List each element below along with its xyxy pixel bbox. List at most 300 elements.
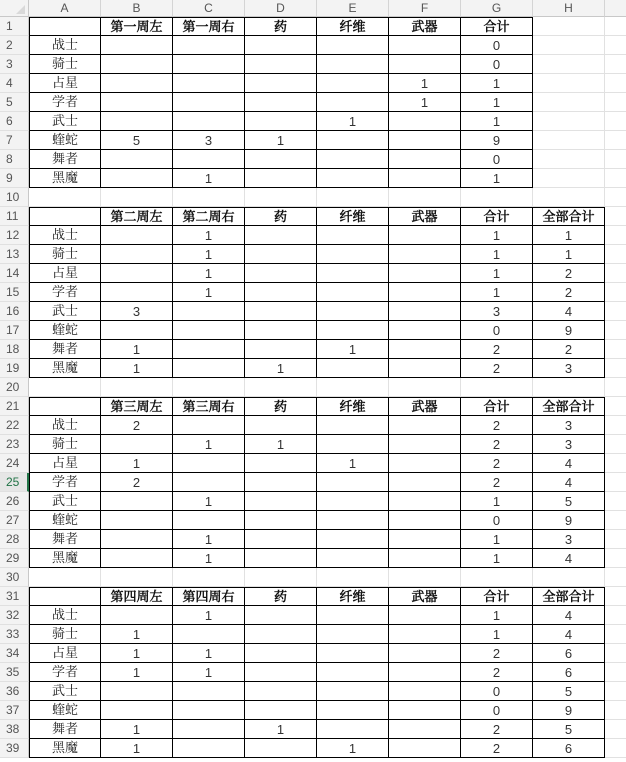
cell-h8[interactable] xyxy=(533,150,605,169)
cell-a23[interactable]: 骑士 xyxy=(29,435,101,454)
cell-e25[interactable] xyxy=(317,473,389,492)
cell-b26[interactable] xyxy=(101,492,173,511)
cell-b28[interactable] xyxy=(101,530,173,549)
row-header-8[interactable]: 8 xyxy=(0,150,29,169)
cell-f18[interactable] xyxy=(389,340,461,359)
cell-a13[interactable]: 骑士 xyxy=(29,245,101,264)
cell-d33[interactable] xyxy=(245,625,317,644)
cell-d19[interactable]: 1 xyxy=(245,359,317,378)
cell-c13[interactable]: 1 xyxy=(173,245,245,264)
cell-a36[interactable]: 武士 xyxy=(29,682,101,701)
cell-i11[interactable] xyxy=(605,207,626,226)
cell-d12[interactable] xyxy=(245,226,317,245)
cell-c26[interactable]: 1 xyxy=(173,492,245,511)
cell-h13[interactable]: 1 xyxy=(533,245,605,264)
cell-i20[interactable] xyxy=(605,378,626,397)
cell-c19[interactable] xyxy=(173,359,245,378)
cell-a17[interactable]: 蝰蛇 xyxy=(29,321,101,340)
cell-b36[interactable] xyxy=(101,682,173,701)
cell-b21[interactable]: 第三周左 xyxy=(101,397,173,416)
cell-a37[interactable]: 蝰蛇 xyxy=(29,701,101,720)
cell-e21[interactable]: 纤维 xyxy=(317,397,389,416)
cell-g2[interactable]: 0 xyxy=(461,36,533,55)
row-header-24[interactable]: 24 xyxy=(0,454,29,473)
cell-e12[interactable] xyxy=(317,226,389,245)
cell-b22[interactable]: 2 xyxy=(101,416,173,435)
cell-d18[interactable] xyxy=(245,340,317,359)
cell-d32[interactable] xyxy=(245,606,317,625)
cell-h17[interactable]: 9 xyxy=(533,321,605,340)
cell-g26[interactable]: 1 xyxy=(461,492,533,511)
cell-i29[interactable] xyxy=(605,549,626,568)
cell-h15[interactable]: 2 xyxy=(533,283,605,302)
cell-h12[interactable]: 1 xyxy=(533,226,605,245)
cell-h16[interactable]: 4 xyxy=(533,302,605,321)
cell-e5[interactable] xyxy=(317,93,389,112)
cell-b33[interactable]: 1 xyxy=(101,625,173,644)
row-header-13[interactable]: 13 xyxy=(0,245,29,264)
cell-h19[interactable]: 3 xyxy=(533,359,605,378)
cell-d27[interactable] xyxy=(245,511,317,530)
cell-b14[interactable] xyxy=(101,264,173,283)
cell-e2[interactable] xyxy=(317,36,389,55)
cell-g30[interactable] xyxy=(461,568,533,587)
cell-f2[interactable] xyxy=(389,36,461,55)
row-header-32[interactable]: 32 xyxy=(0,606,29,625)
row-header-20[interactable]: 20 xyxy=(0,378,29,397)
row-header-14[interactable]: 14 xyxy=(0,264,29,283)
column-header-g[interactable]: G xyxy=(461,0,533,17)
cell-i8[interactable] xyxy=(605,150,626,169)
cell-a3[interactable]: 骑士 xyxy=(29,55,101,74)
column-header-d[interactable]: D xyxy=(245,0,317,17)
cell-f4[interactable]: 1 xyxy=(389,74,461,93)
cell-f31[interactable]: 武器 xyxy=(389,587,461,606)
cell-h1[interactable] xyxy=(533,17,605,36)
cell-a29[interactable]: 黑魔 xyxy=(29,549,101,568)
cell-d6[interactable] xyxy=(245,112,317,131)
cell-g3[interactable]: 0 xyxy=(461,55,533,74)
cell-b15[interactable] xyxy=(101,283,173,302)
cell-e30[interactable] xyxy=(317,568,389,587)
cell-i7[interactable] xyxy=(605,131,626,150)
cell-c29[interactable]: 1 xyxy=(173,549,245,568)
cell-g1[interactable]: 合计 xyxy=(461,17,533,36)
cell-g24[interactable]: 2 xyxy=(461,454,533,473)
cell-c27[interactable] xyxy=(173,511,245,530)
cell-h31[interactable]: 全部合计 xyxy=(533,587,605,606)
cell-h35[interactable]: 6 xyxy=(533,663,605,682)
cell-g29[interactable]: 1 xyxy=(461,549,533,568)
cell-d25[interactable] xyxy=(245,473,317,492)
cell-e10[interactable] xyxy=(317,188,389,207)
cell-g34[interactable]: 2 xyxy=(461,644,533,663)
row-header-34[interactable]: 34 xyxy=(0,644,29,663)
cell-i39[interactable] xyxy=(605,739,626,758)
cell-f26[interactable] xyxy=(389,492,461,511)
cell-h36[interactable]: 5 xyxy=(533,682,605,701)
cell-e37[interactable] xyxy=(317,701,389,720)
cell-c17[interactable] xyxy=(173,321,245,340)
cell-h2[interactable] xyxy=(533,36,605,55)
cell-c9[interactable]: 1 xyxy=(173,169,245,188)
cell-i34[interactable] xyxy=(605,644,626,663)
cell-c7[interactable]: 3 xyxy=(173,131,245,150)
cell-b3[interactable] xyxy=(101,55,173,74)
cell-h29[interactable]: 4 xyxy=(533,549,605,568)
cell-f12[interactable] xyxy=(389,226,461,245)
cell-h33[interactable]: 4 xyxy=(533,625,605,644)
cell-i28[interactable] xyxy=(605,530,626,549)
cell-f15[interactable] xyxy=(389,283,461,302)
cell-i33[interactable] xyxy=(605,625,626,644)
cell-a32[interactable]: 战士 xyxy=(29,606,101,625)
cell-f5[interactable]: 1 xyxy=(389,93,461,112)
cell-i27[interactable] xyxy=(605,511,626,530)
cell-d11[interactable]: 药 xyxy=(245,207,317,226)
cell-a5[interactable]: 学者 xyxy=(29,93,101,112)
cell-d31[interactable]: 药 xyxy=(245,587,317,606)
row-header-18[interactable]: 18 xyxy=(0,340,29,359)
cell-i5[interactable] xyxy=(605,93,626,112)
cell-f37[interactable] xyxy=(389,701,461,720)
row-header-25[interactable]: 25 xyxy=(0,473,29,492)
cell-g22[interactable]: 2 xyxy=(461,416,533,435)
cell-e38[interactable] xyxy=(317,720,389,739)
cell-d16[interactable] xyxy=(245,302,317,321)
cell-b35[interactable]: 1 xyxy=(101,663,173,682)
cell-a2[interactable]: 战士 xyxy=(29,36,101,55)
cell-g9[interactable]: 1 xyxy=(461,169,533,188)
cell-e13[interactable] xyxy=(317,245,389,264)
cell-a14[interactable]: 占星 xyxy=(29,264,101,283)
cell-g35[interactable]: 2 xyxy=(461,663,533,682)
cell-d8[interactable] xyxy=(245,150,317,169)
cell-f32[interactable] xyxy=(389,606,461,625)
row-header-29[interactable]: 29 xyxy=(0,549,29,568)
cell-h27[interactable]: 9 xyxy=(533,511,605,530)
cell-e28[interactable] xyxy=(317,530,389,549)
row-header-2[interactable]: 2 xyxy=(0,36,29,55)
cell-c33[interactable] xyxy=(173,625,245,644)
cell-e18[interactable]: 1 xyxy=(317,340,389,359)
cell-c25[interactable] xyxy=(173,473,245,492)
cell-i17[interactable] xyxy=(605,321,626,340)
cell-i15[interactable] xyxy=(605,283,626,302)
row-header-9[interactable]: 9 xyxy=(0,169,29,188)
row-header-23[interactable]: 23 xyxy=(0,435,29,454)
cell-a6[interactable]: 武士 xyxy=(29,112,101,131)
cell-c22[interactable] xyxy=(173,416,245,435)
row-header-15[interactable]: 15 xyxy=(0,283,29,302)
cell-f3[interactable] xyxy=(389,55,461,74)
cell-b24[interactable]: 1 xyxy=(101,454,173,473)
cell-g13[interactable]: 1 xyxy=(461,245,533,264)
cell-d17[interactable] xyxy=(245,321,317,340)
cell-h30[interactable] xyxy=(533,568,605,587)
cell-i13[interactable] xyxy=(605,245,626,264)
cell-e36[interactable] xyxy=(317,682,389,701)
cell-h10[interactable] xyxy=(533,188,605,207)
cell-a31[interactable] xyxy=(29,587,101,606)
cell-h38[interactable]: 5 xyxy=(533,720,605,739)
row-header-35[interactable]: 35 xyxy=(0,663,29,682)
column-header-i[interactable] xyxy=(605,0,626,17)
cell-b9[interactable] xyxy=(101,169,173,188)
cell-c12[interactable]: 1 xyxy=(173,226,245,245)
column-header-f[interactable]: F xyxy=(389,0,461,17)
cell-d5[interactable] xyxy=(245,93,317,112)
cell-e19[interactable] xyxy=(317,359,389,378)
cell-h32[interactable]: 4 xyxy=(533,606,605,625)
cell-c6[interactable] xyxy=(173,112,245,131)
cell-h37[interactable]: 9 xyxy=(533,701,605,720)
cell-g39[interactable]: 2 xyxy=(461,739,533,758)
cell-h24[interactable]: 4 xyxy=(533,454,605,473)
cell-b25[interactable]: 2 xyxy=(101,473,173,492)
cell-h22[interactable]: 3 xyxy=(533,416,605,435)
cell-c16[interactable] xyxy=(173,302,245,321)
cell-h11[interactable]: 全部合计 xyxy=(533,207,605,226)
cell-e20[interactable] xyxy=(317,378,389,397)
cell-f30[interactable] xyxy=(389,568,461,587)
cell-e26[interactable] xyxy=(317,492,389,511)
cell-i4[interactable] xyxy=(605,74,626,93)
cell-e3[interactable] xyxy=(317,55,389,74)
cell-g37[interactable]: 0 xyxy=(461,701,533,720)
cell-h20[interactable] xyxy=(533,378,605,397)
cell-d2[interactable] xyxy=(245,36,317,55)
cell-i3[interactable] xyxy=(605,55,626,74)
cell-i31[interactable] xyxy=(605,587,626,606)
cell-c37[interactable] xyxy=(173,701,245,720)
cell-h9[interactable] xyxy=(533,169,605,188)
cell-e6[interactable]: 1 xyxy=(317,112,389,131)
cell-g38[interactable]: 2 xyxy=(461,720,533,739)
cell-g10[interactable] xyxy=(461,188,533,207)
cell-a11[interactable] xyxy=(29,207,101,226)
cell-d28[interactable] xyxy=(245,530,317,549)
cell-e14[interactable] xyxy=(317,264,389,283)
row-header-6[interactable]: 6 xyxy=(0,112,29,131)
cell-b10[interactable] xyxy=(101,188,173,207)
cell-d23[interactable]: 1 xyxy=(245,435,317,454)
cell-e16[interactable] xyxy=(317,302,389,321)
row-header-39[interactable]: 39 xyxy=(0,739,29,758)
cell-e31[interactable]: 纤维 xyxy=(317,587,389,606)
cell-f9[interactable] xyxy=(389,169,461,188)
cell-e15[interactable] xyxy=(317,283,389,302)
cell-g18[interactable]: 2 xyxy=(461,340,533,359)
cell-h23[interactable]: 3 xyxy=(533,435,605,454)
cell-i18[interactable] xyxy=(605,340,626,359)
cell-b23[interactable] xyxy=(101,435,173,454)
cell-e32[interactable] xyxy=(317,606,389,625)
cell-d13[interactable] xyxy=(245,245,317,264)
cell-b20[interactable] xyxy=(101,378,173,397)
cell-d35[interactable] xyxy=(245,663,317,682)
row-header-21[interactable]: 21 xyxy=(0,397,29,416)
cell-i2[interactable] xyxy=(605,36,626,55)
cell-f8[interactable] xyxy=(389,150,461,169)
cell-g4[interactable]: 1 xyxy=(461,74,533,93)
cell-i35[interactable] xyxy=(605,663,626,682)
row-header-26[interactable]: 26 xyxy=(0,492,29,511)
cell-d20[interactable] xyxy=(245,378,317,397)
cell-e33[interactable] xyxy=(317,625,389,644)
cell-a12[interactable]: 战士 xyxy=(29,226,101,245)
cell-d30[interactable] xyxy=(245,568,317,587)
cell-h3[interactable] xyxy=(533,55,605,74)
cell-a33[interactable]: 骑士 xyxy=(29,625,101,644)
cell-h28[interactable]: 3 xyxy=(533,530,605,549)
cell-a25[interactable]: 学者 xyxy=(29,473,101,492)
cell-d39[interactable] xyxy=(245,739,317,758)
cell-f1[interactable]: 武器 xyxy=(389,17,461,36)
cell-g21[interactable]: 合计 xyxy=(461,397,533,416)
cell-c10[interactable] xyxy=(173,188,245,207)
cell-g7[interactable]: 9 xyxy=(461,131,533,150)
row-header-31[interactable]: 31 xyxy=(0,587,29,606)
row-header-33[interactable]: 33 xyxy=(0,625,29,644)
cell-c30[interactable] xyxy=(173,568,245,587)
cell-b18[interactable]: 1 xyxy=(101,340,173,359)
cell-g14[interactable]: 1 xyxy=(461,264,533,283)
cell-f17[interactable] xyxy=(389,321,461,340)
cell-a10[interactable] xyxy=(29,188,101,207)
cell-a28[interactable]: 舞者 xyxy=(29,530,101,549)
cell-b7[interactable]: 5 xyxy=(101,131,173,150)
cell-b4[interactable] xyxy=(101,74,173,93)
cell-c35[interactable]: 1 xyxy=(173,663,245,682)
cell-i32[interactable] xyxy=(605,606,626,625)
cell-e4[interactable] xyxy=(317,74,389,93)
cell-f25[interactable] xyxy=(389,473,461,492)
cell-b1[interactable]: 第一周左 xyxy=(101,17,173,36)
cell-f35[interactable] xyxy=(389,663,461,682)
cell-a15[interactable]: 学者 xyxy=(29,283,101,302)
cell-f23[interactable] xyxy=(389,435,461,454)
cell-c32[interactable]: 1 xyxy=(173,606,245,625)
cell-a35[interactable]: 学者 xyxy=(29,663,101,682)
cell-c24[interactable] xyxy=(173,454,245,473)
row-header-19[interactable]: 19 xyxy=(0,359,29,378)
cell-i36[interactable] xyxy=(605,682,626,701)
row-header-17[interactable]: 17 xyxy=(0,321,29,340)
cell-i10[interactable] xyxy=(605,188,626,207)
cell-g19[interactable]: 2 xyxy=(461,359,533,378)
cell-f6[interactable] xyxy=(389,112,461,131)
cell-f13[interactable] xyxy=(389,245,461,264)
cell-a7[interactable]: 蝰蛇 xyxy=(29,131,101,150)
cell-c5[interactable] xyxy=(173,93,245,112)
cell-a4[interactable]: 占星 xyxy=(29,74,101,93)
row-header-30[interactable]: 30 xyxy=(0,568,29,587)
cell-b30[interactable] xyxy=(101,568,173,587)
cell-h4[interactable] xyxy=(533,74,605,93)
cell-d38[interactable]: 1 xyxy=(245,720,317,739)
cell-g27[interactable]: 0 xyxy=(461,511,533,530)
cell-b5[interactable] xyxy=(101,93,173,112)
cell-d7[interactable]: 1 xyxy=(245,131,317,150)
cell-c39[interactable] xyxy=(173,739,245,758)
cell-a16[interactable]: 武士 xyxy=(29,302,101,321)
cell-i24[interactable] xyxy=(605,454,626,473)
cell-a26[interactable]: 武士 xyxy=(29,492,101,511)
cell-i6[interactable] xyxy=(605,112,626,131)
cell-e9[interactable] xyxy=(317,169,389,188)
cell-e22[interactable] xyxy=(317,416,389,435)
cell-g6[interactable]: 1 xyxy=(461,112,533,131)
cell-d14[interactable] xyxy=(245,264,317,283)
cell-d21[interactable]: 药 xyxy=(245,397,317,416)
cell-c14[interactable]: 1 xyxy=(173,264,245,283)
cell-b34[interactable]: 1 xyxy=(101,644,173,663)
cell-d34[interactable] xyxy=(245,644,317,663)
cell-b8[interactable] xyxy=(101,150,173,169)
cell-d4[interactable] xyxy=(245,74,317,93)
cell-b32[interactable] xyxy=(101,606,173,625)
cell-d3[interactable] xyxy=(245,55,317,74)
cell-c15[interactable]: 1 xyxy=(173,283,245,302)
cell-d15[interactable] xyxy=(245,283,317,302)
cell-h6[interactable] xyxy=(533,112,605,131)
cell-b12[interactable] xyxy=(101,226,173,245)
cell-f34[interactable] xyxy=(389,644,461,663)
cell-b39[interactable]: 1 xyxy=(101,739,173,758)
cell-c2[interactable] xyxy=(173,36,245,55)
cell-f10[interactable] xyxy=(389,188,461,207)
cell-d10[interactable] xyxy=(245,188,317,207)
cell-i21[interactable] xyxy=(605,397,626,416)
cell-a30[interactable] xyxy=(29,568,101,587)
cell-b37[interactable] xyxy=(101,701,173,720)
cell-a20[interactable] xyxy=(29,378,101,397)
cell-a34[interactable]: 占星 xyxy=(29,644,101,663)
cell-f27[interactable] xyxy=(389,511,461,530)
cell-i25[interactable] xyxy=(605,473,626,492)
cell-b19[interactable]: 1 xyxy=(101,359,173,378)
cell-c3[interactable] xyxy=(173,55,245,74)
cell-i23[interactable] xyxy=(605,435,626,454)
cell-g25[interactable]: 2 xyxy=(461,473,533,492)
cell-c28[interactable]: 1 xyxy=(173,530,245,549)
cell-i30[interactable] xyxy=(605,568,626,587)
cell-b27[interactable] xyxy=(101,511,173,530)
cell-c36[interactable] xyxy=(173,682,245,701)
cell-b17[interactable] xyxy=(101,321,173,340)
cell-g16[interactable]: 3 xyxy=(461,302,533,321)
row-header-36[interactable]: 36 xyxy=(0,682,29,701)
cell-b11[interactable]: 第二周左 xyxy=(101,207,173,226)
column-header-c[interactable]: C xyxy=(173,0,245,17)
column-header-e[interactable]: E xyxy=(317,0,389,17)
cell-g17[interactable]: 0 xyxy=(461,321,533,340)
row-header-27[interactable]: 27 xyxy=(0,511,29,530)
cell-i26[interactable] xyxy=(605,492,626,511)
cell-g31[interactable]: 合计 xyxy=(461,587,533,606)
cell-g28[interactable]: 1 xyxy=(461,530,533,549)
cell-f16[interactable] xyxy=(389,302,461,321)
cell-e8[interactable] xyxy=(317,150,389,169)
row-header-3[interactable]: 3 xyxy=(0,55,29,74)
cell-c8[interactable] xyxy=(173,150,245,169)
cell-g23[interactable]: 2 xyxy=(461,435,533,454)
column-header-h[interactable]: H xyxy=(533,0,605,17)
cell-a39[interactable]: 黑魔 xyxy=(29,739,101,758)
cell-a18[interactable]: 舞者 xyxy=(29,340,101,359)
cell-c21[interactable]: 第三周右 xyxy=(173,397,245,416)
